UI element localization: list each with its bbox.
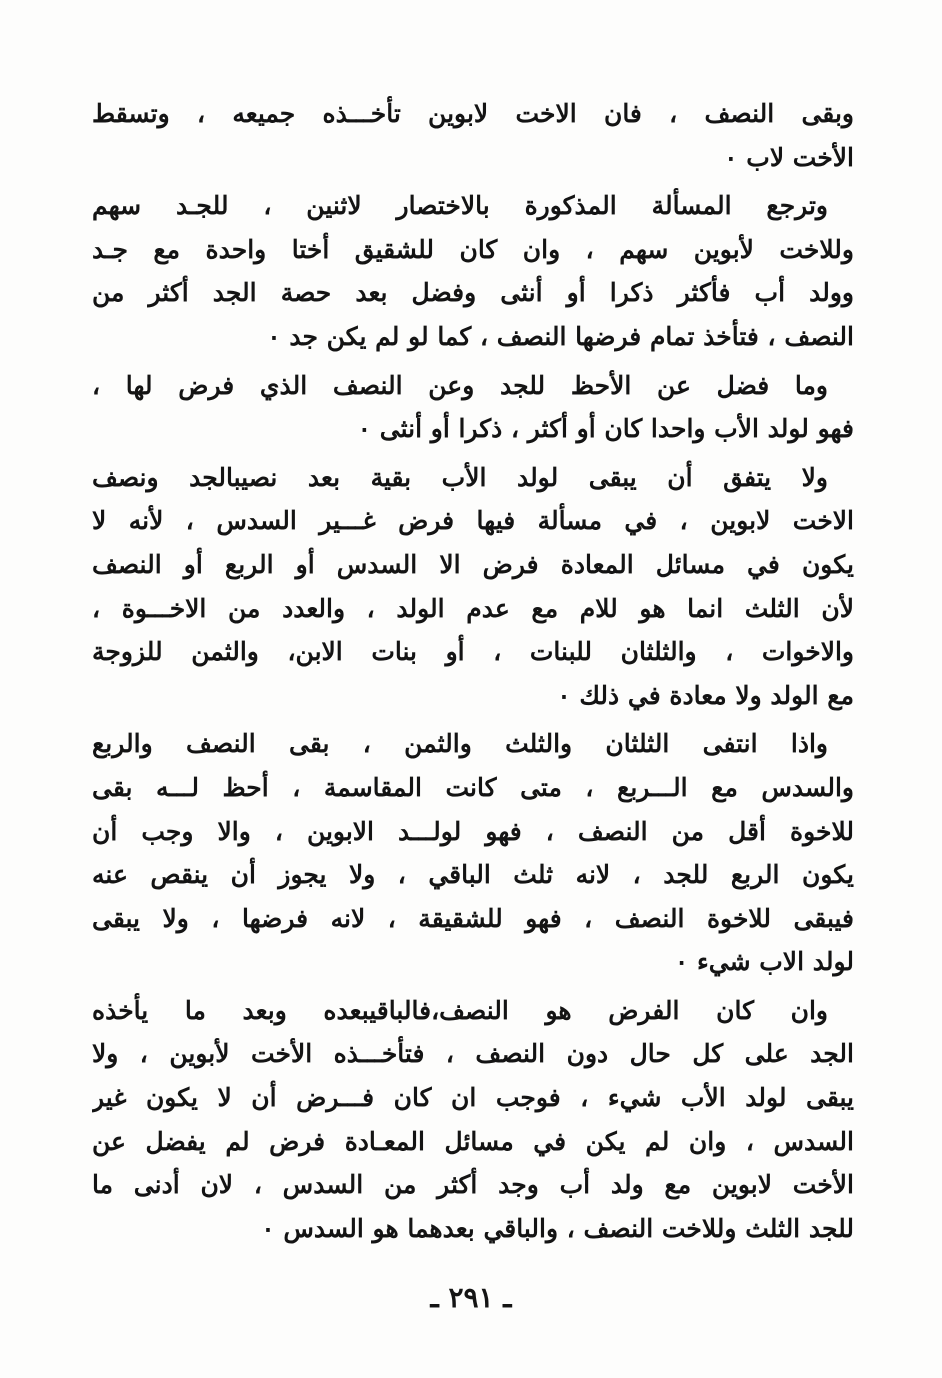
- text-line: والاخوات ، والثلثان للبنات ، أو بنات الابن، والثمن للزوجة: [92, 637, 854, 667]
- paragraph-6: [92, 989, 854, 1251]
- text-line: يبقى لولد الأب شيء ، فوجب ان كان فـــرض أن لا يكون غير: [92, 1083, 854, 1113]
- text-line: واذا انتفى الثلثان والثلث والثمن ، بقى النصف والربع: [92, 729, 828, 759]
- page-body-text: [92, 92, 854, 1250]
- page-number: ـ ٢٩١ ـ: [430, 1281, 512, 1314]
- text-line: فهو لولد الأب واحدا كان أو أكثر ، ذكرا أو أنثى ٠: [357, 414, 854, 444]
- text-line: وولد أب فأكثر ذكرا أو أنثى وفضل بعد حصة الجد أكثر من: [92, 278, 854, 308]
- paragraph-3: [92, 364, 854, 451]
- text-line: فيبقى للاخوة النصف ، فهو للشقيقة ، لانه فرضها ، ولا يبقى: [92, 903, 854, 933]
- text-line: وبقى النصف ، فان الاخت لابوين تأخـــذه جميعه ، وتسقط: [92, 99, 854, 128]
- text-line: مع الولد ولا معادة في ذلك ٠: [557, 680, 854, 710]
- paragraph-4: [92, 456, 854, 718]
- text-line: وترجع المسألة المذكورة بالاختصار لاثنين ، للجـد سهم: [92, 191, 828, 221]
- text-line: للجد الثلث وللاخت النصف ، والباقي بعدهما هو السدس ٠: [261, 1213, 854, 1243]
- text-line: للاخوة أقل من النصف ، فهو لولـــد الابوين ، والا وجب أن: [92, 816, 854, 846]
- paragraph-5: [92, 722, 854, 984]
- text-line: الاخت لابوين ، في مسألة فيها فرض غـــير السدس ، لأنه لا: [92, 506, 854, 536]
- paragraph-1: [92, 92, 854, 179]
- text-line: والسدس مع الـــربع ، متى كانت المقاسمة ، أحظ لـــه بقى: [92, 772, 854, 802]
- text-line: يكون في مسائل المعادة فرض الا السدس أو الربع أو النصف: [92, 549, 854, 579]
- text-line: لولد الاب شيء ٠: [674, 947, 854, 977]
- text-line: وما فضل عن الأحظ للجد وعن النصف الذي فرض لها ،: [92, 370, 828, 400]
- text-line: السدس ، وان لم يكن في مسائل المعـادة فرض لم يفضل عن: [92, 1126, 854, 1156]
- text-line: لأن الثلث انما هو للام مع عدم الولد ، والعدد من الاخـــوة ،: [92, 593, 854, 623]
- text-line: يكون الربع للجد ، لانه ثلث الباقي ، ولا يجوز أن ينقص عنه: [92, 860, 854, 890]
- text-line: وللاخت لأبوين سهم ، وان كان للشقيق أختا واحدة مع جـد: [92, 234, 854, 264]
- paragraph-2: [92, 184, 854, 358]
- text-line: الجد على كل حال دون النصف ، فتأخـــذه الأخت لأبوين ، ولا: [92, 1039, 854, 1069]
- text-line: وان كان الفرض هو النصف،فالباقيبعده وبعد ما يأخذه: [92, 995, 828, 1025]
- text-line: ولا يتفق أن يبقى لولد الأب بقية بعد نصيبالجد ونصف: [92, 462, 828, 492]
- text-line: الأخت لابوين مع ولد أب وجد أكثر من السدس ، لان أدنى ما: [92, 1170, 854, 1200]
- text-line: النصف ، فتأخذ تمام فرضها النصف ، كما لو لم يكن جد ٠: [267, 321, 854, 351]
- text-line: الأخت لاب ٠: [724, 142, 854, 172]
